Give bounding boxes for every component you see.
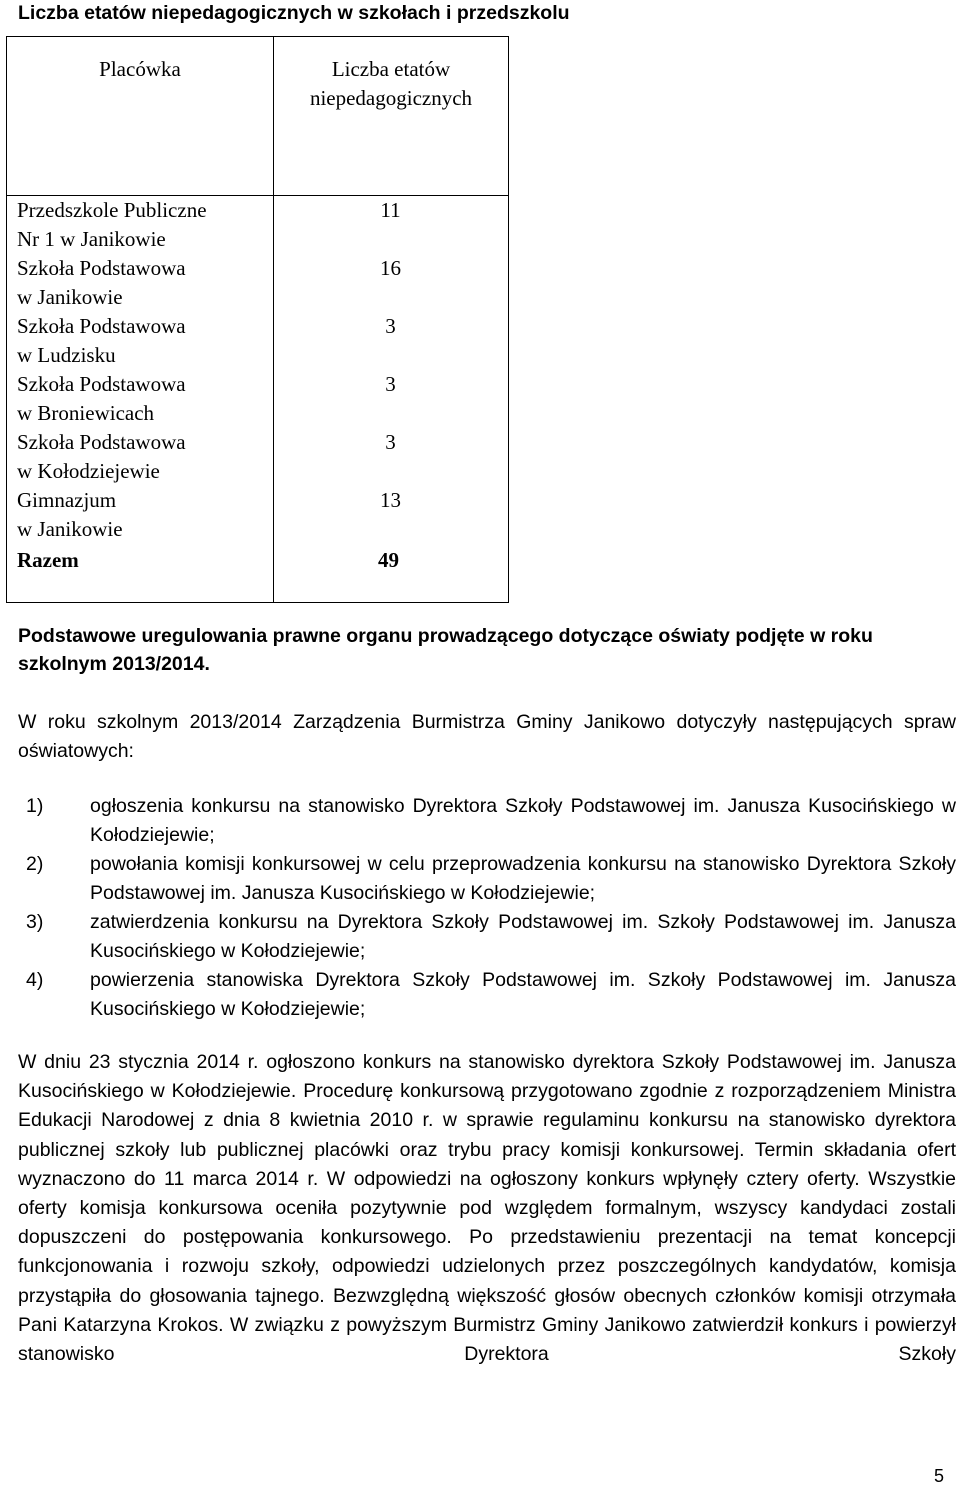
staff-count-value: 3: [385, 314, 396, 338]
institution-name-line2: w Broniewicach: [17, 401, 155, 425]
institutions-cell: [7, 196, 274, 603]
staff-count: [274, 486, 508, 544]
institution-name-line2: Nr 1 w Janikowie: [17, 227, 166, 251]
institution-name-line1: Przedszkole Publiczne: [17, 198, 207, 222]
staff-count-value: 3: [385, 430, 396, 454]
values-cell: [274, 196, 509, 603]
staff-table: [6, 36, 509, 603]
staff-count: [274, 370, 508, 428]
list-item: [18, 966, 956, 1024]
staff-count: [274, 428, 508, 486]
ordinance-list: [18, 792, 956, 1024]
table-body-row: [7, 196, 509, 603]
staff-count: [274, 312, 508, 370]
institution-name-line1: Szkoła Podstawowa: [17, 430, 186, 454]
institution-name: [17, 312, 273, 370]
staff-count-value: 11: [380, 198, 401, 222]
institution-list: [17, 196, 273, 544]
total-label: Razem: [17, 548, 79, 572]
page-number: 5: [934, 1466, 945, 1486]
list-item-text: zatwierdzenia konkursu na Dyrektora Szkoły Podstawowej im. Szkoły Podstawowej im. Janusza Kusocińskiego w Kołodziejewie;: [90, 911, 956, 962]
list-item-number: 3): [26, 911, 44, 933]
institution-name-line2: w Janikowie: [17, 517, 123, 541]
total-value: [274, 544, 508, 602]
institution-name-line1: Szkoła Podstawowa: [17, 256, 186, 280]
header-placowka: Placówka: [7, 37, 274, 196]
list-item-number: 2): [26, 853, 44, 875]
total-value-text: 49: [378, 548, 399, 572]
institution-name: [17, 428, 273, 486]
staff-count: [274, 196, 508, 254]
list-item: [18, 908, 956, 966]
list-item-text: powołania komisji konkursowej w celu przeprowadzenia konkursu na stanowisko Dyrektora Szkoły Podstawowej im. Janusza Kusocińskiego w Kołodziejewie;: [90, 853, 956, 904]
value-list: [274, 196, 508, 544]
institution-name-line1: Szkoła Podstawowa: [17, 314, 186, 338]
institution-name-line2: w Ludzisku: [17, 343, 116, 367]
staff-count-value: 16: [380, 256, 401, 280]
list-item-number: 4): [26, 969, 44, 991]
institution-name-line1: Gimnazjum: [17, 488, 117, 512]
staff-count-value: 13: [380, 488, 401, 512]
institution-name-line1: Szkoła Podstawowa: [17, 372, 186, 396]
institution-name: [17, 254, 273, 312]
list-item-text: powierzenia stanowiska Dyrektora Szkoły Podstawowej im. Szkoły Podstawowej im. Janusza Kusocińskiego w Kołodziejewie;: [90, 969, 956, 1020]
intro-paragraph: W roku szkolnym 2013/2014 Zarządzenia Burmistrza Gminy Janikowo dotyczyły następujących spraw oświatowych:: [18, 711, 956, 762]
header-liczba-etatow-text: Liczba etatów niepedagogicznych: [309, 57, 473, 110]
institution-name: [17, 196, 273, 254]
list-item: [18, 792, 956, 850]
staff-count: [274, 254, 508, 312]
institution-name-line2: w Janikowie: [17, 285, 123, 309]
page-heading: Liczba etatów niepedagogicznych w szkołach i przedszkolu: [18, 2, 570, 24]
institution-name-line2: w Kołodziejewie: [17, 459, 160, 483]
list-item-number: 1): [26, 795, 44, 817]
section-title: Podstawowe uregulowania prawne organu prowadzącego dotyczące oświaty podjęte w roku szkolnym 2013/2014.: [18, 625, 873, 675]
table-header-row: [7, 37, 509, 196]
list-item: [18, 850, 956, 908]
institution-name: [17, 370, 273, 428]
competition-paragraph: W dniu 23 stycznia 2014 r. ogłoszono konkurs na stanowisko dyrektora Szkoły Podstawowej im. Janusza Kusocińskiego w Kołodziejewie. Procedurę konkursową przygotowano zgodnie z rozporządzeniem Ministra Edukacji Narodowej z dnia 8 kwietnia 2010 r. w sprawie regulaminu konkursu na stanowisko dyrektora publicznej szkoły lub publicznej placówki oraz trybu pracy komisji konkursowej. Termin składania ofert wyznaczono do 11 marca 2014 r. W odpowiedzi na ogłoszony konkurs wpłynęły cztery oferty. Wszystkie oferty komisja konkursowa oceniła pozytywnie pod względem formalnym, wszyscy kandydaci zostali dopuszczeni do postępowania konkursowego. Po przedstawieniu prezentacji na temat koncepcji funkcjonowania i rozwoju szkoły, odpowiedzi udzielonych przez poszczególnych kandydatów, komisja przystąpiła do głosowania tajnego. Bezwzględną większość głosów obecnych członków komisji otrzymała Pani Katarzyna Krokos. W związku z powyższym Burmistrz Gminy Janikowo zatwierdził konkurs i powierzył stanowisko Dyrektora Szkoły: [18, 1051, 956, 1366]
header-liczba-etatow: [274, 37, 509, 196]
staff-count-value: 3: [385, 372, 396, 396]
list-item-text: ogłoszenia konkursu na stanowisko Dyrektora Szkoły Podstawowej im. Janusza Kusocińskiego w Kołodziejewie;: [90, 795, 956, 846]
institution-name: [17, 486, 273, 544]
